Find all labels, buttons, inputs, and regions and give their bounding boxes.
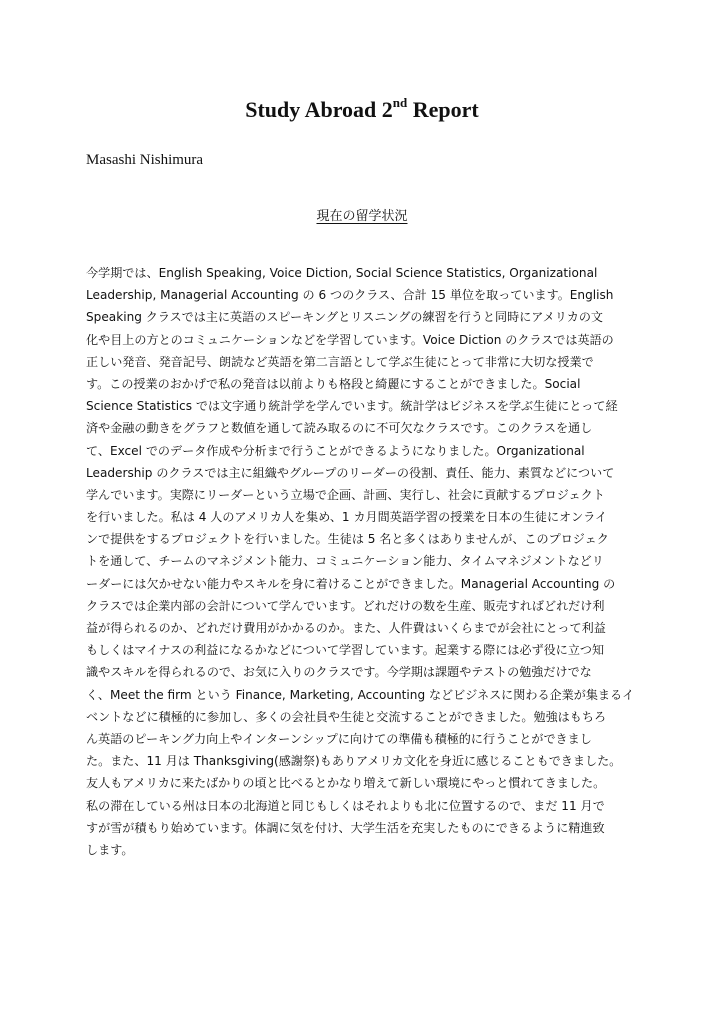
body-line: ん英語のピーキング力向上やインターンシップに向けての準備も積極的に行うことができまし	[86, 731, 592, 746]
body-line: を行いました。私は 4 人のアメリカ人を集め、1 カ月間英語学習の授業を日本の生徒にオンライ	[86, 510, 608, 525]
body-line: Science Statistics では文字通り統計学を学んでいます。統計学はビジネスを学ぶ生徒にとって経	[86, 399, 618, 414]
body-line: 済や金融の動きをグラフと数値を通して読み取るのに不可欠なクラスです。このクラスを通し	[86, 421, 593, 436]
body-line: く、Meet the firm という Finance, Marketing, Accounting などビジネスに関わる企業が集まるイ	[86, 687, 635, 702]
body-line: 正しい発音、発音記号、朗読など英語を第二言語として学ぶ生徒にとって非常に大切な授業で	[86, 354, 594, 369]
body-line: 識やスキルを得られるので、お気に入りのクラスです。今学期は課題やテストの勉強だけでな	[86, 665, 592, 680]
body-line: クラスでは企業内部の会計について学んでいます。どれだけの数を生産、販売すればどれだけ利	[86, 598, 605, 613]
body-line: て、Excel でのデータ作成や分析まで行うことができるようになりました。Organizational	[86, 443, 585, 458]
body-line: もしくはマイナスの利益になるかなどについて学習しています。起業する際には必ず役に立つ知	[86, 643, 605, 658]
title-end: Report	[407, 97, 479, 122]
section-heading-text: 現在の留学状況	[316, 209, 408, 224]
body-line: 学んでいます。実際にリーダーという立場で企画、計画、実行し、社会に貢献するプロジェクト	[86, 487, 605, 502]
body-line: Leadership, Managerial Accounting の 6 つのクラス、合計 15 単位を取っています。English	[86, 288, 614, 303]
title-main: Study Abroad 2	[245, 97, 393, 122]
body-line: Leadership のクラスでは主に組織やグループのリーダーの役割、責任、能力、素質などについて	[86, 465, 615, 480]
body-line: た。また、11 月は Thanksgiving(感謝祭)もありアメリカ文化を身近に感じることもできました。	[86, 754, 622, 769]
body-line: ンで提供をするプロジェクトを行いました。生徒は 5 名と多くはありませんが、このプロジェク	[86, 532, 609, 547]
section-heading	[0, 207, 724, 227]
author-name: Masashi Nishimura	[86, 152, 204, 168]
body-line: すが雪が積もり始めています。体調に気を付け、大学生活を充実したものにできるように精進致	[86, 820, 605, 835]
body-line: 益が得られるのか、どれだけ費用がかかるのか。また、人件費はいくらまでが会社にとって利益	[86, 621, 606, 635]
body-line: します。	[86, 842, 134, 857]
body-line: Speaking クラスでは主に英語のスピーキングとリスニングの練習を行うと同時にアメリカの文	[86, 310, 604, 325]
document-title	[0, 96, 724, 124]
body-line: ベントなどに積極的に参加し、多くの会社員や生徒と交流することができました。勉強はもちろ	[86, 709, 607, 724]
body-line: 私の滞在している州は日本の北海道と同じもしくはそれよりも北に位置するので、まだ 11 月で	[86, 798, 605, 813]
body-line: ーダーには欠かせない能力やスキルを身に着けることができました。Managerial Accounting の	[86, 576, 616, 591]
body-line: 化や目上の方とのコミュニケーションなどを学習しています。Voice Diction のクラスでは英語の	[86, 332, 614, 347]
body-line: 友人もアメリカに来たばかりの頃と比べるとかなり増えて新しい環境にやっと慣れてきました。	[86, 776, 606, 791]
body-paragraph	[86, 262, 642, 861]
body-line: す。この授業のおかげで私の発音は以前よりも格段と綺麗にすることができました。Social	[86, 376, 581, 391]
title-superscript: nd	[392, 94, 408, 110]
body-line: トを通して、チームのマネジメント能力、コミュニケーション能力、タイムマネジメントなどリ	[86, 554, 604, 569]
body-line: 今学期では、English Speaking, Voice Diction, Social Science Statistics, Organizational	[86, 266, 598, 280]
